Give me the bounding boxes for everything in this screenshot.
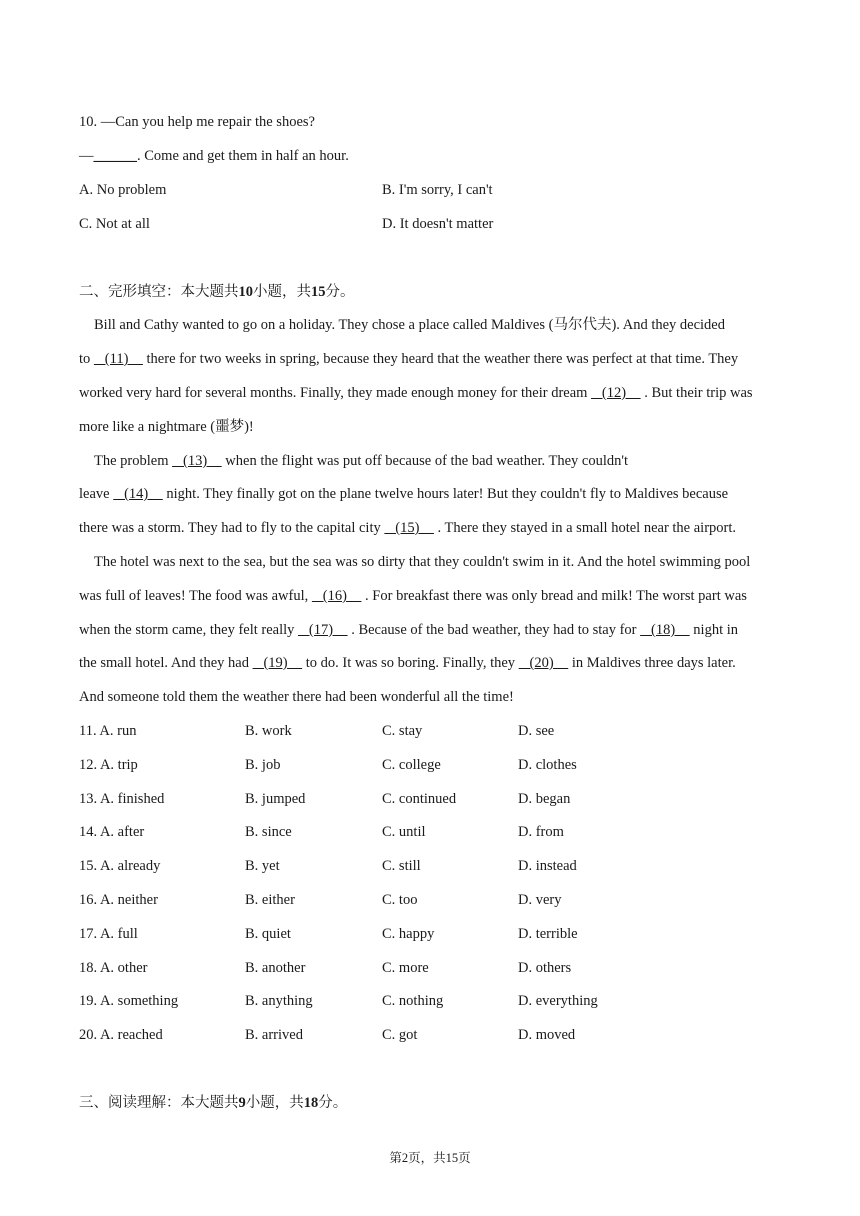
choice-b: B. job — [245, 757, 281, 773]
choice-c: C. college — [382, 757, 441, 773]
passage-line: the small hotel. And they had (19) to do. It was so boring. Finally, they (20) in Maldives three days later. — [79, 655, 736, 671]
q10-option-d: D. It doesn't matter — [382, 216, 494, 232]
choice-d: D. instead — [518, 858, 577, 874]
q10-option-a: A. No problem — [79, 182, 167, 198]
passage-line: was full of leaves! The food was awful, (16) . For breakfast there was only bread and milk! The worst part was — [79, 588, 747, 604]
q10-option-b: B. I'm sorry, I can't — [382, 182, 493, 198]
choice-b: B. work — [245, 723, 292, 739]
choice-b: B. arrived — [245, 1027, 303, 1043]
choice-c: C. too — [382, 892, 418, 908]
q10-response: —______. Come and get them in half an hour. — [79, 148, 349, 164]
choice-b: B. either — [245, 892, 295, 908]
choice-d: D. terrible — [518, 926, 578, 942]
passage-line: to (11) there for two weeks in spring, because they heard that the weather there was perfect at that time. They — [79, 351, 739, 367]
choice-a: 16. A. neither — [79, 892, 158, 908]
choice-a: 20. A. reached — [79, 1027, 163, 1043]
blank-15: (15) — [384, 520, 434, 536]
q10-stem: 10. —Can you help me repair the shoes? — [79, 114, 315, 130]
passage-line: leave (14) night. They finally got on the plane twelve hours later! But they couldn't fly to Maldives because — [79, 486, 729, 502]
choice-c: C. got — [382, 1027, 418, 1043]
passage-line: The hotel was next to the sea, but the sea was so dirty that they couldn't swim in it. And the hotel swimming pool — [94, 554, 751, 570]
choice-b: B. anything — [245, 993, 313, 1009]
choice-b: B. jumped — [245, 791, 306, 807]
page-footer: 第2页，共15页 — [389, 1151, 471, 1165]
choice-d: D. clothes — [518, 757, 577, 773]
passage-line: Bill and Cathy wanted to go on a holiday. They chose a place called Maldives (马尔代夫). And they decided — [94, 317, 725, 333]
page-total: 15 — [445, 1151, 459, 1165]
choice-a: 19. A. something — [79, 993, 179, 1009]
choice-b: B. yet — [245, 858, 280, 874]
passage-line: more like a nightmare (噩梦)! — [79, 419, 254, 435]
choice-b: B. since — [245, 824, 292, 840]
blank-12: (12) — [591, 385, 641, 401]
passage-line: And someone told them the weather there had been wonderful all the time! — [79, 689, 514, 705]
choice-d: D. began — [518, 791, 571, 807]
passage-line: worked very hard for several months. Finally, they made enough money for their dream (12) . But their trip was — [79, 385, 753, 401]
choice-a: 11. A. run — [79, 723, 137, 739]
choice-a: 18. A. other — [79, 960, 148, 976]
choice-d: D. others — [518, 960, 572, 976]
blank-13: (13) — [172, 453, 222, 469]
choice-a: 13. A. finished — [79, 791, 165, 807]
choice-b: B. quiet — [245, 926, 291, 942]
choice-a: 12. A. trip — [79, 757, 138, 773]
choice-d: D. moved — [518, 1027, 576, 1043]
choice-d: D. everything — [518, 993, 598, 1009]
blank-18: (18) — [640, 622, 690, 638]
section-2-heading: 二、完形填空：本大题共10小题，共15分。 — [79, 284, 355, 300]
blank-11: (11) — [93, 351, 143, 367]
choice-c: C. stay — [382, 723, 423, 739]
choice-a: 17. A. full — [79, 926, 138, 942]
choice-c: C. nothing — [382, 993, 444, 1009]
choice-a: 14. A. after — [79, 824, 145, 840]
blank-19: (19) — [252, 655, 303, 671]
choice-a: 15. A. already — [79, 858, 161, 874]
q10-option-c: C. Not at all — [79, 216, 150, 232]
choice-d: D. from — [518, 824, 564, 840]
choice-c: C. continued — [382, 791, 457, 807]
choice-c: C. more — [382, 960, 429, 976]
choice-c: C. until — [382, 824, 426, 840]
passage-line: The problem (13) when the flight was put off because of the bad weather. They couldn't — [94, 453, 629, 469]
blank-20: (20) — [518, 655, 569, 671]
choice-b: B. another — [245, 960, 306, 976]
blank-16: (16) — [311, 588, 362, 604]
choice-c: C. still — [382, 858, 421, 874]
answer-blank: ______ — [93, 148, 137, 164]
passage-line: there was a storm. They had to fly to the capital city (15) . There they stayed in a small hotel near the airport. — [79, 520, 737, 536]
choice-c: C. happy — [382, 926, 435, 942]
choice-d: D. see — [518, 723, 555, 739]
page-number: 2 — [401, 1151, 409, 1165]
choice-d: D. very — [518, 892, 562, 908]
passage-line: when the storm came, they felt really (17) . Because of the bad weather, they had to stay for (18) night in — [79, 622, 739, 638]
blank-14: (14) — [113, 486, 163, 502]
section-3-heading: 三、阅读理解：本大题共9小题，共18分。 — [79, 1095, 348, 1111]
blank-17: (17) — [298, 622, 348, 638]
